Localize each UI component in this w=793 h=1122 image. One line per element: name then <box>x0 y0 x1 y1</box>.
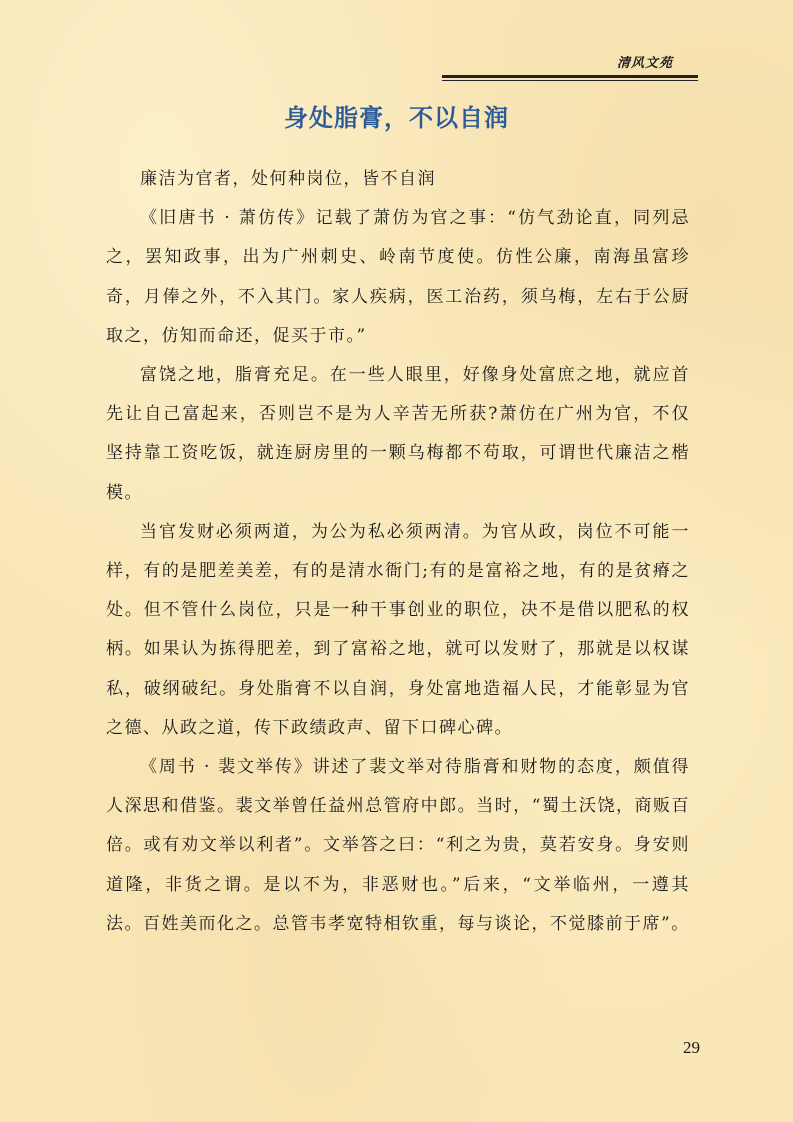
page-number: 29 <box>683 1038 700 1057</box>
article-paragraph-2: 《旧唐书 · 萧仿传》记载了萧仿为官之事：“仿气劲论直，同列忌之，罢知政事，出为广州刺史、岭南节度使。仿性公廉，南海虽富珍奇，月俸之外，不入其门。家人疾病，医工治药，须乌梅，左右于公厨取之，仿知而命还，促买于市。” <box>106 208 690 346</box>
article-paragraph-5: 《周书 · 裴文举传》讲述了裴文举对待脂膏和财物的态度，颇值得人深思和借鉴。裴文举曾任益州总管府中郎。当时，“蜀土沃饶，商贩百倍。或有劝文举以利者”。文举答之曰：“利之为贵，莫若安身。身安则道隆，非货之谓。是以不为，非恶财也。”后来，“文举临州，一遵其法。百姓美而化之。总管韦孝宽特相钦重，每与谈论，不觉膝前于席”。 <box>106 757 690 934</box>
article-body <box>106 160 690 944</box>
header-rule-thin <box>442 80 698 81</box>
article-paragraph-3: 富饶之地，脂膏充足。在一些人眼里，好像身处富庶之地，就应首先让自己富起来，否则岂不是为人辛苦无所获?萧仿在广州为官，不仅坚持靠工资吃饭，就连厨房里的一颗乌梅都不苟取，可谓世代廉洁之楷模。 <box>106 365 690 503</box>
article-paragraph-1: 廉洁为官者，处何种岗位，皆不自润 <box>140 169 436 189</box>
header-rule-thick <box>442 75 698 78</box>
header-section-label: 清风文苑 <box>616 56 673 71</box>
article-paragraph-4: 当官发财必须两道，为公为私必须两清。为官从政，岗位不可能一样，有的是肥差美差，有的是清水衙门;有的是富裕之地，有的是贫瘠之处。但不管什么岗位，只是一种干事创业的职位，决不是借以肥私的权柄。如果认为拣得肥差，到了富裕之地，就可以发财了，那就是以权谋私，破纲破纪。身处脂膏不以自润，身处富地造福人民，才能彰显为官之德、从政之道，传下政绩政声、留下口碑心碑。 <box>106 521 690 738</box>
article-title: 身处脂膏，不以自润 <box>284 104 509 132</box>
